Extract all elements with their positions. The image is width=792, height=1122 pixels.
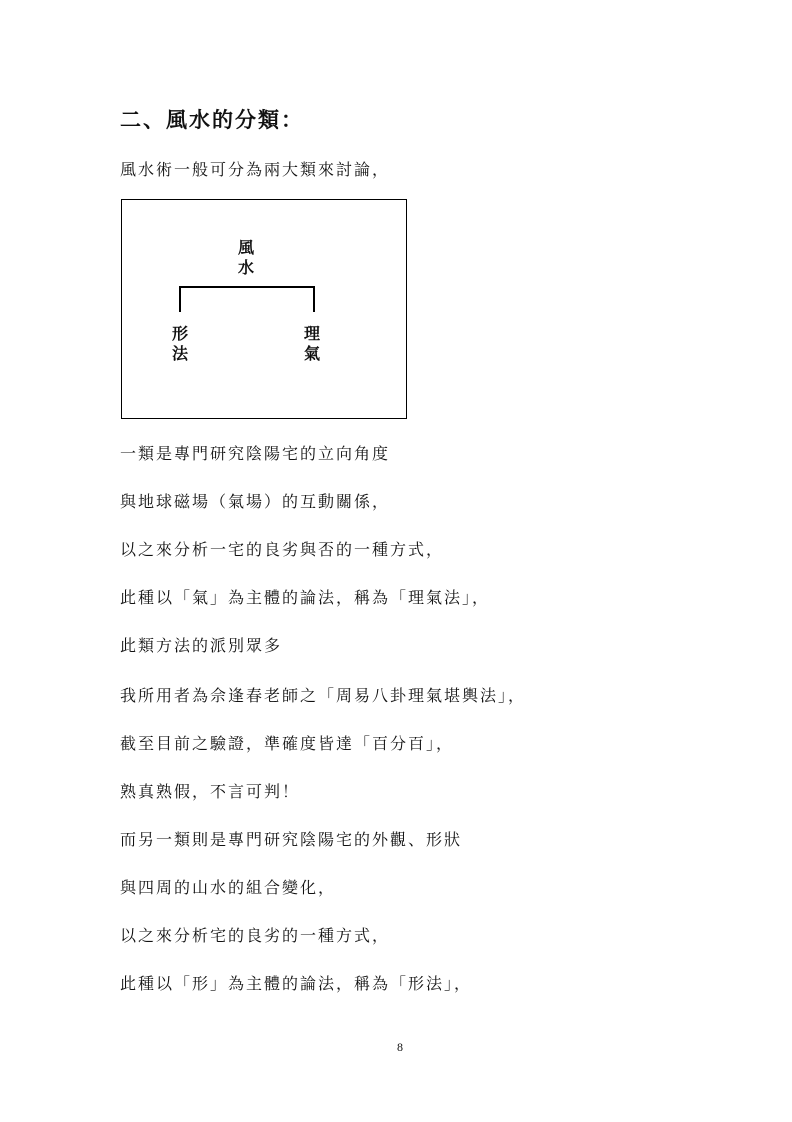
paragraph-line: 此類方法的派別眾多 [120,636,283,655]
diagram-bracket [179,286,315,312]
section-heading: 二、風水的分類： [120,107,304,132]
paragraph-line: 此種以「氣」為主體的論法，稱為「理氣法」， [120,588,491,607]
paragraph-line: 此種以「形」為主體的論法，稱為「形法」， [120,974,473,993]
paragraph-line: 熟真熟假，不言可判！ [120,782,301,801]
diagram-right-label: 理氣 [303,324,320,363]
paragraph-line: 一類是專門研究陰陽宅的立向角度 [120,444,391,463]
paragraph-line: 與地球磁場（氣場）的互動關係， [120,492,391,511]
paragraph-line: 以之來分析宅的良劣的一種方式， [120,926,391,945]
paragraph-line: 我所用者為佘逢春老師之「周易八卦理氣堪輿法」， [120,686,527,705]
paragraph-line: 與四周的山水的組合變化， [120,878,337,897]
classification-diagram [121,199,407,419]
page-number: 8 [397,1040,403,1054]
paragraph-line: 截至目前之驗證，準確度皆達「百分百」， [120,734,455,753]
paragraph-line: 以之來分析一宅的良劣與否的一種方式， [120,540,445,559]
intro-text: 風水術一般可分為兩大類來討論， [120,160,391,179]
diagram-left-label: 形法 [171,324,188,363]
diagram-root-label: 風水 [237,238,254,277]
paragraph-line: 而另一類則是專門研究陰陽宅的外觀、形狀 [120,830,463,849]
